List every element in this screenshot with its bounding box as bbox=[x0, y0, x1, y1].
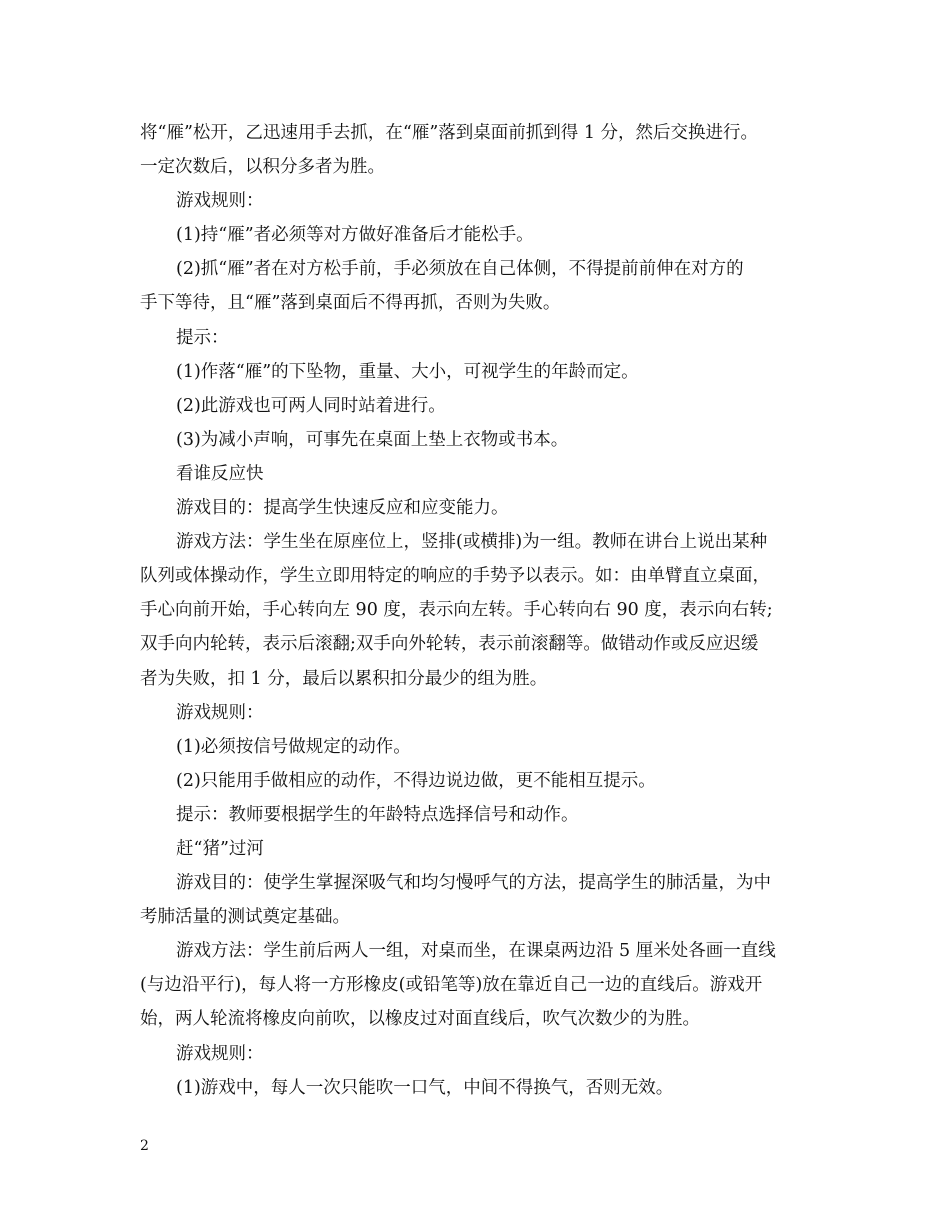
text-line-25: 游戏方法：学生前后两人一组，对桌而坐，在课桌两边沿 5 厘米处各画一直线 bbox=[176, 941, 776, 962]
text-line-18: 游戏规则： bbox=[176, 702, 264, 723]
text-line-17: 者为失败，扣 1 分，最后以累积扣分最少的组为胜。 bbox=[140, 668, 548, 689]
section-heading: 看谁反应快 bbox=[176, 463, 264, 484]
text-line-28: 游戏规则： bbox=[176, 1043, 264, 1064]
text-line-7: 提示： bbox=[176, 327, 229, 348]
text-line-12: 游戏目的：提高学生快速反应和应变能力。 bbox=[176, 498, 509, 519]
text-line-15: 手心向前开始，手心转向左 90 度，表示向左转。手心转向右 90 度，表示向右转; bbox=[140, 600, 773, 621]
text-line-20: (2)只能用手做相应的动作，不得边说边做，更不能相互提示。 bbox=[176, 770, 656, 791]
text-line-29: (1)游戏中，每人一次只能吹一口气，中间不得换气，否则无效。 bbox=[176, 1077, 674, 1098]
text-line-14: 队列或体操动作，学生立即用特定的响应的手势予以表示。如：由单臂直立桌面， bbox=[140, 566, 770, 587]
text-line-16: 双手向内轮转，表示后滚翻;双手向外轮转，表示前滚翻等。做错动作或反应迟缓 bbox=[140, 634, 759, 655]
text-line-5: (2)抓“雁”者在对方松手前，手必须放在自己体侧，不得提前前伸在对方的 bbox=[176, 259, 744, 280]
section-heading: 赶“猪”过河 bbox=[176, 838, 264, 859]
text-line-10: (3)为减小声响，可事先在桌面上垫上衣物或书本。 bbox=[176, 429, 569, 450]
page-body bbox=[140, 116, 830, 1105]
text-line-2: 一定次数后，以积分多者为胜。 bbox=[140, 157, 385, 178]
text-line-3: 游戏规则： bbox=[176, 191, 264, 212]
text-line-19: (1)必须按信号做规定的动作。 bbox=[176, 736, 411, 757]
text-line-27: 始，两人轮流将橡皮向前吹，以橡皮过对面直线后，吹气次数少的为胜。 bbox=[140, 1009, 700, 1030]
page-number: 2 bbox=[140, 1138, 149, 1154]
text-line-23: 游戏目的：使学生掌握深吸气和均匀慢呼气的方法，提高学生的肺活量，为中 bbox=[176, 873, 771, 894]
text-line-1: 将“雁”松开，乙迅速用手去抓，在“雁”落到桌面前抓到得 1 分，然后交换进行。 bbox=[140, 123, 759, 143]
text-line-4: (1)持“雁”者必须等对方做好准备后才能松手。 bbox=[176, 225, 534, 246]
text-line-21: 提示：教师要根据学生的年龄特点选择信号和动作。 bbox=[176, 804, 579, 825]
text-line-9: (2)此游戏也可两人同时站着进行。 bbox=[176, 395, 446, 416]
text-line-26: (与边沿平行)，每人将一方形橡皮(或铅笔等)放在靠近自己一边的直线后。游戏开 bbox=[140, 975, 763, 996]
text-line-24: 考肺活量的测试奠定基础。 bbox=[140, 907, 350, 928]
text-line-13: 游戏方法：学生坐在原座位上，竖排(或横排)为一组。教师在讲台上说出某种 bbox=[176, 532, 768, 553]
text-line-8: (1)作落“雁”的下坠物，重量、大小，可视学生的年龄而定。 bbox=[176, 361, 639, 382]
text-line-6: 手下等待，且“雁”落到桌面后不得再抓，否则为失败。 bbox=[140, 293, 561, 314]
